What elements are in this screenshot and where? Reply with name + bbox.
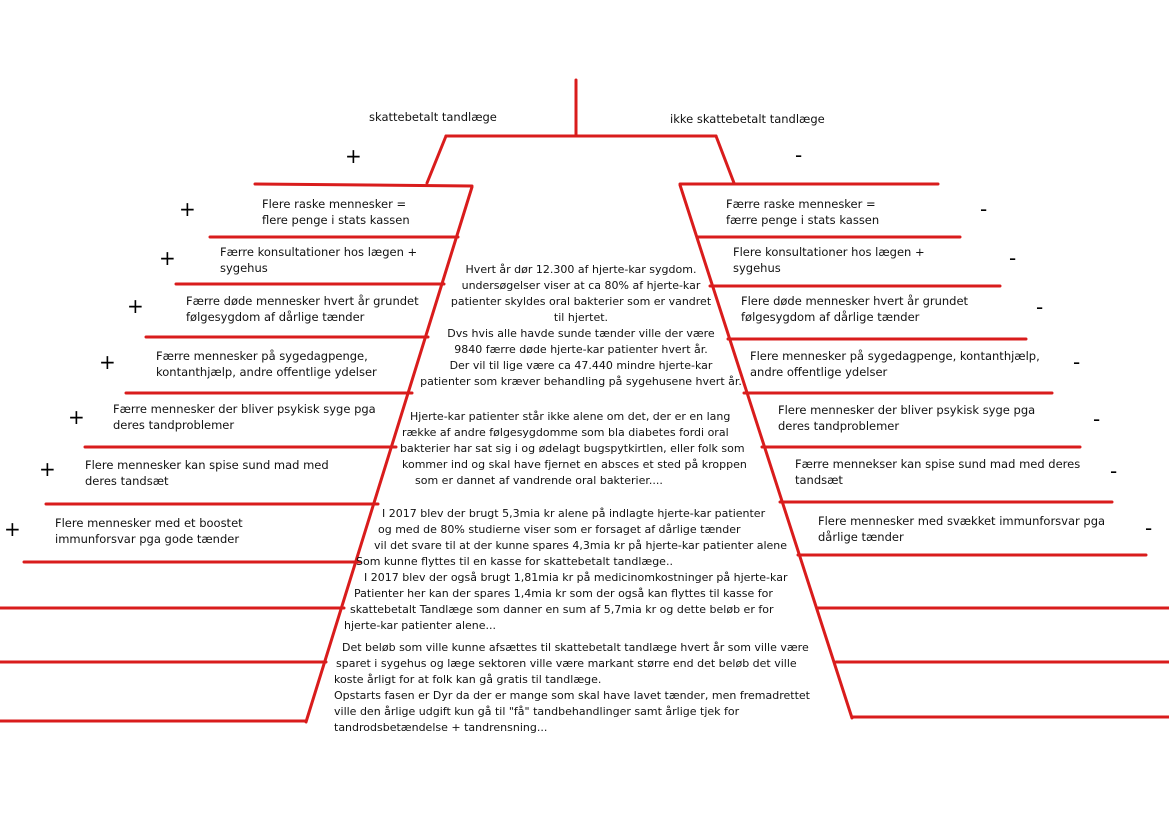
right-sign-4: - bbox=[1093, 407, 1101, 431]
left-item-0 bbox=[262, 196, 410, 228]
center-1-line-5: Dvs hvis alle havde sunde tænder ville der være bbox=[447, 327, 715, 340]
left-item-3-line-1: Færre mennesker på sygedagpenge, bbox=[156, 349, 368, 363]
center-3-line-8: hjerte-kar patienter alene... bbox=[344, 619, 497, 632]
right-item-5-line-2: tandsæt bbox=[795, 473, 843, 487]
right-item-4 bbox=[778, 402, 1035, 434]
center-4-line-6: tandrodsbetændelse + tandrensning... bbox=[334, 721, 548, 734]
left-item-1-line-2: sygehus bbox=[220, 261, 268, 275]
left-item-3 bbox=[156, 348, 377, 380]
right-item-1-line-2: sygehus bbox=[733, 261, 781, 275]
center-1-line-1: Hvert år dør 12.300 af hjerte-kar sygdom. bbox=[465, 263, 697, 276]
center-1-line-8: patienter som kræver behandling på sygehusene hvert år. bbox=[420, 375, 742, 388]
left-item-3-line-2: kontanthjælp, andre offentlige ydelser bbox=[156, 365, 377, 379]
center-3-line-3: vil det svare til at der kunne spares 4,3mia kr på hjerte-kar patienter alene bbox=[374, 539, 788, 552]
left-sign-6: + bbox=[4, 517, 21, 541]
left-item-4-line-2: deres tandproblemer bbox=[113, 418, 235, 432]
center-1-line-4: til hjertet. bbox=[553, 311, 609, 324]
left-sign-0: + bbox=[179, 197, 196, 221]
center-2-line-3: bakterier har sat sig i og ødelagt bugspytkirtlen, eller folk som bbox=[400, 442, 745, 455]
left-item-6-line-1: Flere mennesker med et boostet bbox=[55, 516, 243, 530]
right-sign-2: - bbox=[1036, 295, 1044, 319]
center-block-3 bbox=[344, 506, 787, 634]
center-block-4 bbox=[334, 640, 810, 736]
left-sign-2: + bbox=[127, 294, 144, 318]
right-item-6-line-2: dårlige tænder bbox=[818, 530, 904, 544]
center-block-2 bbox=[400, 409, 747, 489]
left-item-1 bbox=[220, 244, 417, 276]
right-item-2-line-1: Flere døde mennesker hvert år grundet bbox=[741, 294, 969, 308]
right-item-6-line-1: Flere mennesker med svækket immunforsvar pga bbox=[818, 514, 1106, 528]
center-1-line-7: Der vil til lige være ca 47.440 mindre hjerte-kar bbox=[449, 359, 713, 372]
center-4-line-1: Det beløb som ville kunne afsættes til skattebetalt tandlæge hvert år som ville være bbox=[342, 641, 809, 654]
left-shoulder bbox=[427, 136, 446, 183]
left-item-5-line-2: deres tandsæt bbox=[85, 474, 169, 488]
left-item-6-line-2: immunforsvar pga gode tænder bbox=[55, 532, 240, 546]
left-item-1-line-1: Færre konsultationer hos lægen + bbox=[220, 245, 418, 259]
right-sign-0: - bbox=[980, 197, 988, 221]
right-item-0-line-2: færre penge i stats kassen bbox=[726, 213, 880, 227]
right-item-2-line-2: følgesygdom af dårlige tænder bbox=[741, 310, 920, 324]
center-3-line-6: Patienter her kan der spares 1,4mia kr som der også kan flyttes til kasse for bbox=[354, 587, 773, 600]
center-2-line-2: række af andre følgesygdomme som bla diabetes fordi oral bbox=[402, 426, 729, 439]
center-4-line-5: ville den årlige udgift kun gå til "få" tandbehandlinger samt årlige tjek for bbox=[334, 705, 740, 718]
top-minus-sign: - bbox=[795, 143, 803, 167]
right-item-6 bbox=[818, 513, 1105, 545]
center-3-line-2: og med de 80% studierne viser som er forsaget af dårlige tænder bbox=[378, 523, 741, 536]
center-3-line-4: Som kunne flyttes til en kasse for skattebetalt tandlæge.. bbox=[356, 555, 673, 568]
left-item-2 bbox=[186, 293, 419, 325]
center-2-line-1: Hjerte-kar patienter står ikke alene om det, der er en lang bbox=[410, 410, 731, 423]
right-item-1 bbox=[733, 244, 925, 276]
right-sign-3: - bbox=[1073, 350, 1081, 374]
right-sign-1: - bbox=[1009, 246, 1017, 270]
right-item-5-line-1: Færre mennekser kan spise sund mad med deres bbox=[795, 457, 1081, 471]
center-2-line-5: som er dannet af vandrende oral bakterier.... bbox=[415, 474, 663, 487]
left-sign-1: + bbox=[159, 246, 176, 270]
right-item-5 bbox=[795, 456, 1080, 488]
right-item-4-line-1: Flere mennesker der bliver psykisk syge pga bbox=[778, 403, 1036, 417]
top-plus-sign: + bbox=[345, 144, 362, 168]
left-sign-5: + bbox=[39, 457, 56, 481]
right-item-0-line-1: Færre raske mennesker = bbox=[726, 197, 876, 211]
center-3-line-1: I 2017 blev der brugt 5,3mia kr alene på indlagte hjerte-kar patienter bbox=[382, 507, 766, 520]
center-2-line-4: kommer ind og skal have fjernet en absces et sted på kroppen bbox=[402, 458, 747, 471]
left-shelf-0 bbox=[255, 184, 472, 186]
left-item-4-line-1: Færre mennesker der bliver psykisk syge pga bbox=[113, 402, 376, 416]
right-item-0 bbox=[726, 196, 879, 228]
left-item-0-line-2: flere penge i stats kassen bbox=[262, 213, 410, 227]
center-4-line-2: sparet i sygehus og læge sektoren ville være markant større end det beløb det ville bbox=[336, 657, 797, 670]
center-1-line-3: patienter skyldes oral bakterier som er vandret bbox=[450, 295, 712, 308]
right-item-3-line-1: Flere mennesker på sygedagpenge, kontanthjælp, bbox=[750, 349, 1040, 363]
title-left: skattebetalt tandlæge bbox=[369, 110, 497, 124]
center-3-line-5: I 2017 blev der også brugt 1,81mia kr på medicinomkostninger på hjerte-kar bbox=[364, 571, 788, 584]
left-sign-3: + bbox=[99, 350, 116, 374]
left-item-0-line-1: Flere raske mennesker = bbox=[262, 197, 407, 211]
title-right: ikke skattebetalt tandlæge bbox=[670, 112, 825, 126]
right-sign-6: - bbox=[1145, 516, 1153, 540]
center-block-1 bbox=[414, 262, 748, 390]
right-item-3-line-2: andre offentlige ydelser bbox=[750, 365, 888, 379]
center-1-line-6: 9840 færre døde hjerte-kar patienter hvert år. bbox=[454, 343, 708, 356]
left-sign-4: + bbox=[68, 405, 85, 429]
right-item-3 bbox=[750, 348, 1040, 380]
right-item-1-line-1: Flere konsultationer hos lægen + bbox=[733, 245, 925, 259]
right-item-2 bbox=[741, 293, 968, 325]
left-item-2-line-2: følgesygdom af dårlige tænder bbox=[186, 310, 365, 324]
left-item-2-line-1: Færre døde mennesker hvert år grundet bbox=[186, 294, 419, 308]
right-shoulder bbox=[716, 136, 734, 183]
right-sign-5: - bbox=[1110, 459, 1118, 483]
center-4-line-3: koste årligt for at folk kan gå gratis til tandlæge. bbox=[334, 673, 602, 686]
center-4-line-4: Opstarts fasen er Dyr da der er mange som skal have lavet tænder, men fremadrettet bbox=[334, 689, 810, 702]
center-1-line-2: undersøgelser viser at ca 80% af hjerte-kar bbox=[461, 279, 701, 292]
left-item-5 bbox=[85, 457, 329, 489]
left-item-5-line-1: Flere mennesker kan spise sund mad med bbox=[85, 458, 329, 472]
left-item-6 bbox=[55, 515, 243, 547]
left-item-4 bbox=[113, 401, 376, 433]
right-item-4-line-2: deres tandproblemer bbox=[778, 419, 900, 433]
center-3-line-7: skattebetalt Tandlæge som danner en sum af 5,7mia kr og dette beløb er for bbox=[350, 603, 774, 616]
